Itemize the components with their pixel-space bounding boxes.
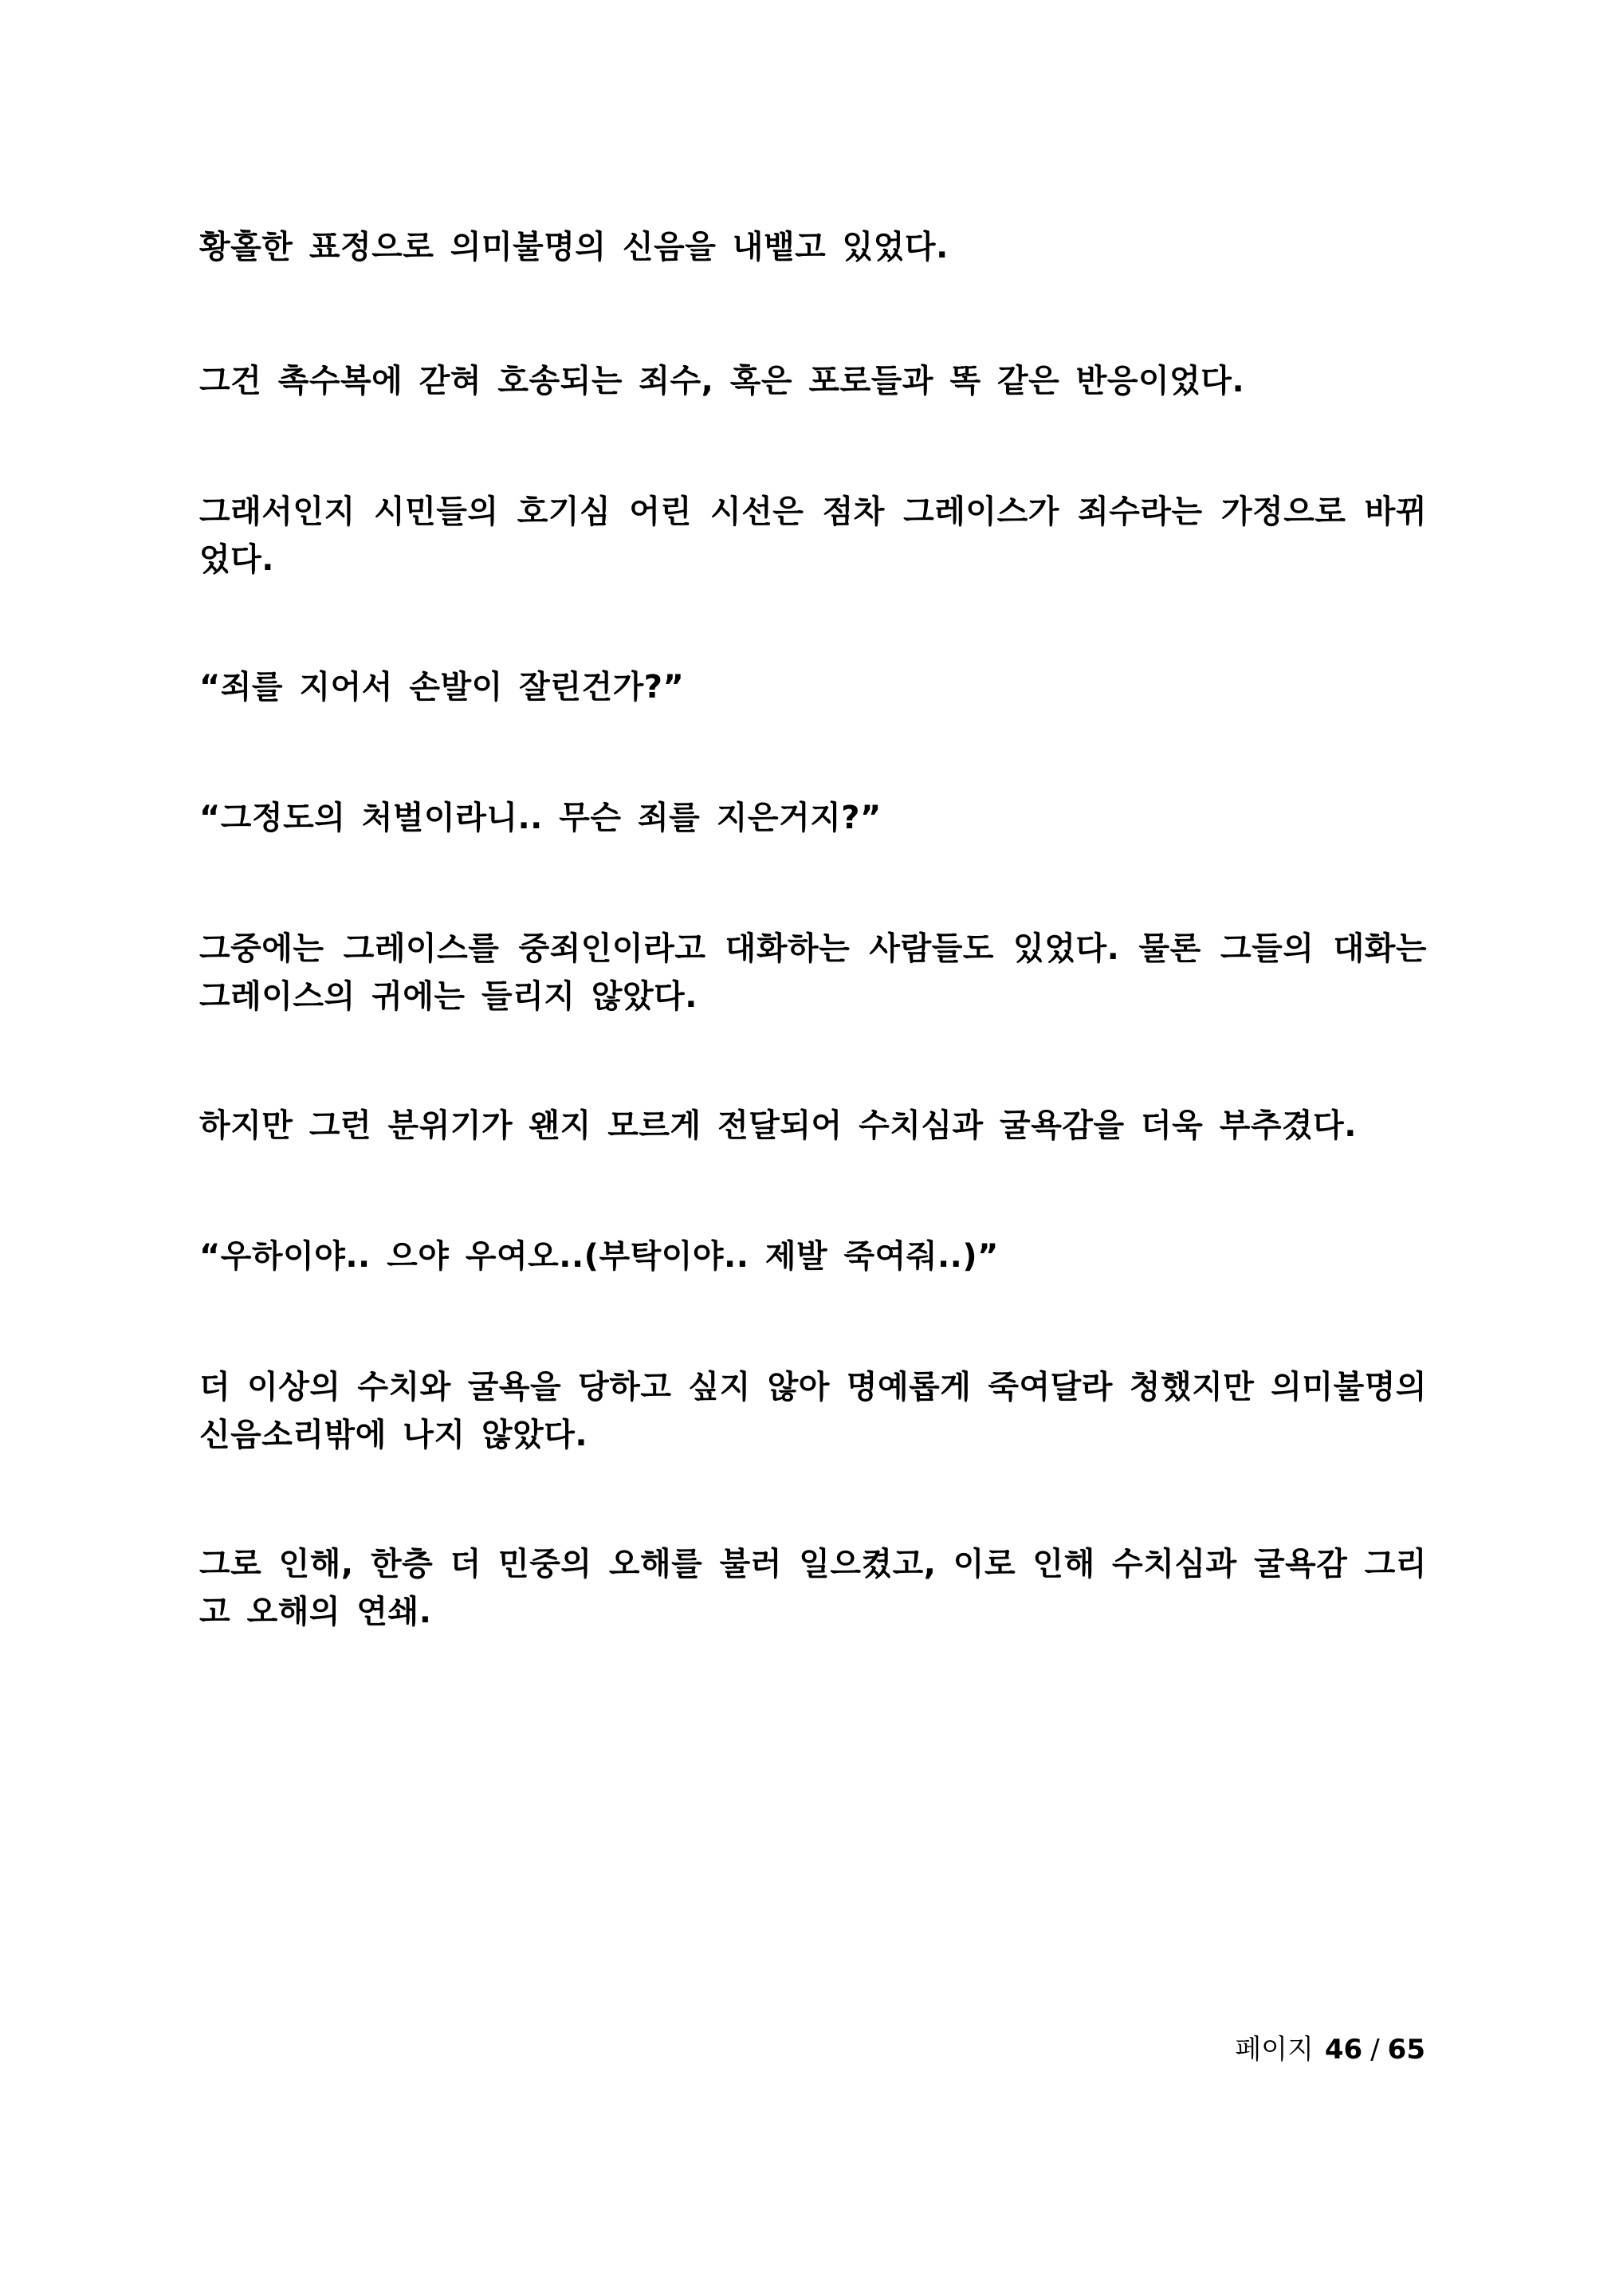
page-label: 페이지 xyxy=(1235,2034,1314,2066)
paragraph-10: 그로 인해, 한층 더 민중의 오해를 불러 일으켰고, 이로 인해 수치심과 굴욕감 그리고 오해의 연쇄. xyxy=(199,1546,1427,1630)
total-pages-number: 65 xyxy=(1387,2034,1425,2066)
paragraph-3: 그래서인지 시민들의 호기심 어린 시선은 점차 그레이스가 죄수라는 가정으로 바뀌었다. xyxy=(199,493,1427,578)
paragraph-1: 황홀한 표정으로 의미불명의 신음을 내뱉고 있었다. xyxy=(199,229,949,265)
paragraph-4: “죄를 지어서 손발이 잘린건가?” xyxy=(199,669,685,706)
paragraph-6: 그중에는 그레이스를 중죄인이라고 대화하는 사람들도 있었다. 물론 그들의 대화는 그레이스의 귀에는 들리지 않았다. xyxy=(199,930,1427,1015)
paragraph-7: 하지만 그런 분위기가 왠지 모르게 전달되어 수치심과 굴욕감을 더욱 부추겼다. xyxy=(199,1107,1358,1144)
paragraph-2: 그건 촉수복에 갇혀 호송되는 죄수, 혹은 포로들과 똑 같은 반응이었다. xyxy=(199,363,1245,399)
current-page-number: 46 xyxy=(1324,2034,1363,2066)
page-separator: / xyxy=(1370,2034,1380,2066)
paragraph-9: 더 이상의 수치와 굴욕을 당하고 싶지 않아 명예롭게 죽여달라 청했지만 의미불명의 신음소리밖에 나지 않았다. xyxy=(199,1369,1427,1453)
paragraph-5: “그정도의 처벌이라니.. 무슨 죄를 지은거지?” xyxy=(199,800,882,836)
paragraph-8: “우하이야.. 으야 우여오..(부탁이야.. 제발 죽여줘..)” xyxy=(199,1238,999,1275)
page-footer xyxy=(1235,2031,1425,2068)
